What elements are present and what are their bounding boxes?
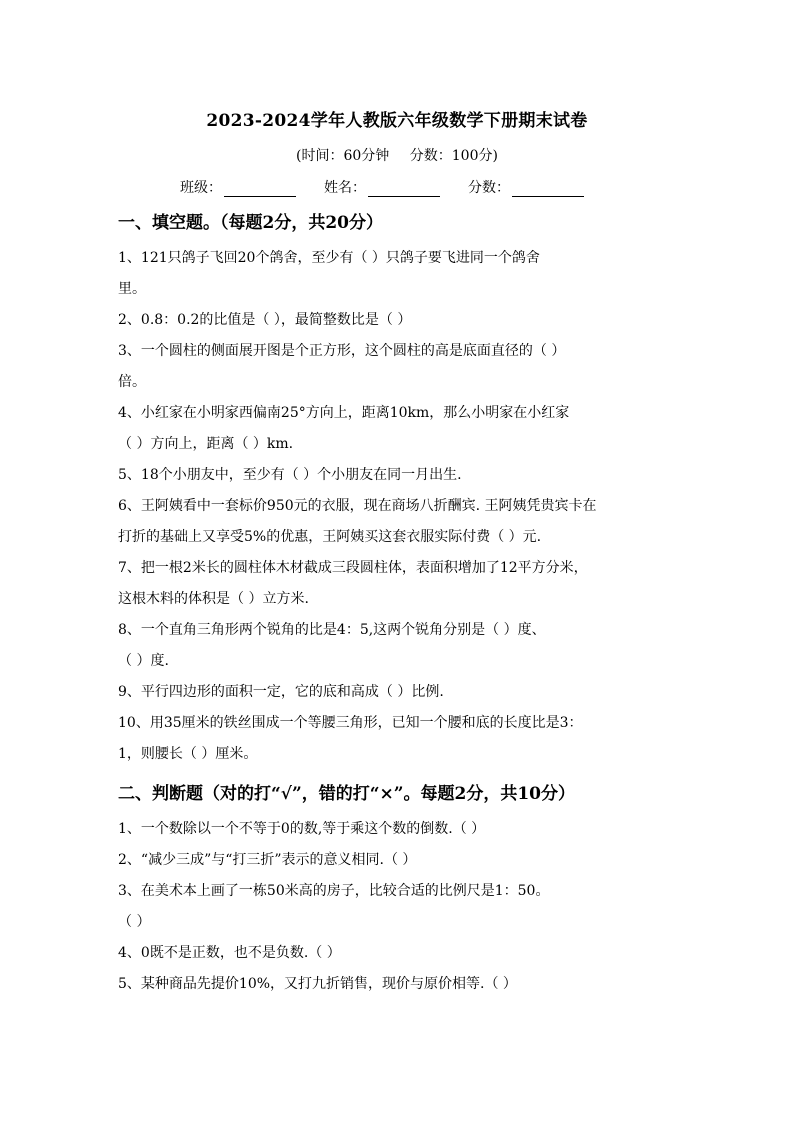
question-line: 2、“减少三成”与“打三折”表示的意义相同.（ ）: [118, 852, 417, 868]
question-line: 10、用35厘米的铁丝围成一个等腰三角形，已知一个腰和底的长度比是3：: [118, 715, 583, 731]
question-line: 1，则腰长（ ）厘米。: [118, 746, 258, 762]
section-heading-true-false: 二、判断题（对的打“√”，错的打“×”。每题2分，共10分）: [118, 784, 576, 804]
section-heading-fill-in: 一、填空题。（每题2分，共20分）: [118, 213, 383, 233]
exam-subtitle: [0, 145, 794, 165]
class-field[interactable]: [180, 177, 296, 197]
name-blank[interactable]: [368, 182, 440, 197]
score-info: 分数：100分): [409, 148, 498, 164]
question-line: 5、18个小朋友中，至少有（ ）个小朋友在同一月出生.: [118, 467, 462, 483]
question-line: 8、一个直角三角形两个锐角的比是4：5,这两个锐角分别是（ ）度、: [118, 622, 546, 638]
question-line: 5、某种商品先提价10%，又打九折销售，现价与原价相等.（ ）: [118, 976, 517, 992]
question-line: （ ）度.: [118, 653, 169, 669]
question-line: 倍。: [118, 374, 146, 390]
question-line: 2、0.8：0.2的比值是（ ），最简整数比是（ ）: [118, 312, 412, 328]
question-line: 6、王阿姨看中一套标价950元的衣服，现在商场八折酬宾. 王阿姨凭贵宾卡在: [118, 498, 597, 514]
question-line: （ ）方向上，距离（ ）km.: [118, 436, 294, 452]
class-blank[interactable]: [224, 182, 296, 197]
question-line: 这根木料的体积是（ ）立方米.: [118, 591, 309, 607]
time-info: (时间：60分钟: [296, 148, 390, 164]
student-info-row: [180, 177, 612, 197]
question-line: 3、在美术本上画了一栋50米高的房子，比较合适的比例尺是1：50。: [118, 883, 550, 899]
question-line: 里。: [118, 281, 146, 297]
question-line: 4、0既不是正数，也不是负数.（ ）: [118, 945, 341, 961]
score-blank[interactable]: [512, 182, 584, 197]
question-line: （ ）: [118, 914, 151, 930]
page-title: 2023-2024学年人教版六年级数学下册期末试卷: [206, 111, 588, 131]
question-line: 4、小红家在小明家西偏南25°方向上，距离10km，那么小明家在小红家: [118, 405, 570, 421]
class-label: 班级：: [180, 180, 222, 196]
score-field[interactable]: [468, 177, 584, 197]
score-label: 分数：: [468, 180, 510, 196]
question-line: 9、平行四边形的面积一定，它的底和高成（ ）比例.: [118, 684, 444, 700]
question-line: 3、一个圆柱的侧面展开图是个正方形，这个圆柱的高是底面直径的（ ）: [118, 343, 566, 359]
question-line: 1、121只鸽子飞回20个鸽舍，至少有（ ）只鸽子要飞进同一个鸽舍: [118, 250, 540, 266]
name-field[interactable]: [324, 177, 440, 197]
question-line: 7、把一根2米长的圆柱体木材截成三段圆柱体，表面积增加了12平方分米，: [118, 560, 588, 576]
question-line: 打折的基础上又享受5%的优惠，王阿姨买这套衣服实际付费（ ）元.: [118, 529, 542, 545]
question-line: 1、一个数除以一个不等于0的数,等于乘这个数的倒数.（ ）: [118, 821, 486, 837]
name-label: 姓名：: [324, 180, 366, 196]
